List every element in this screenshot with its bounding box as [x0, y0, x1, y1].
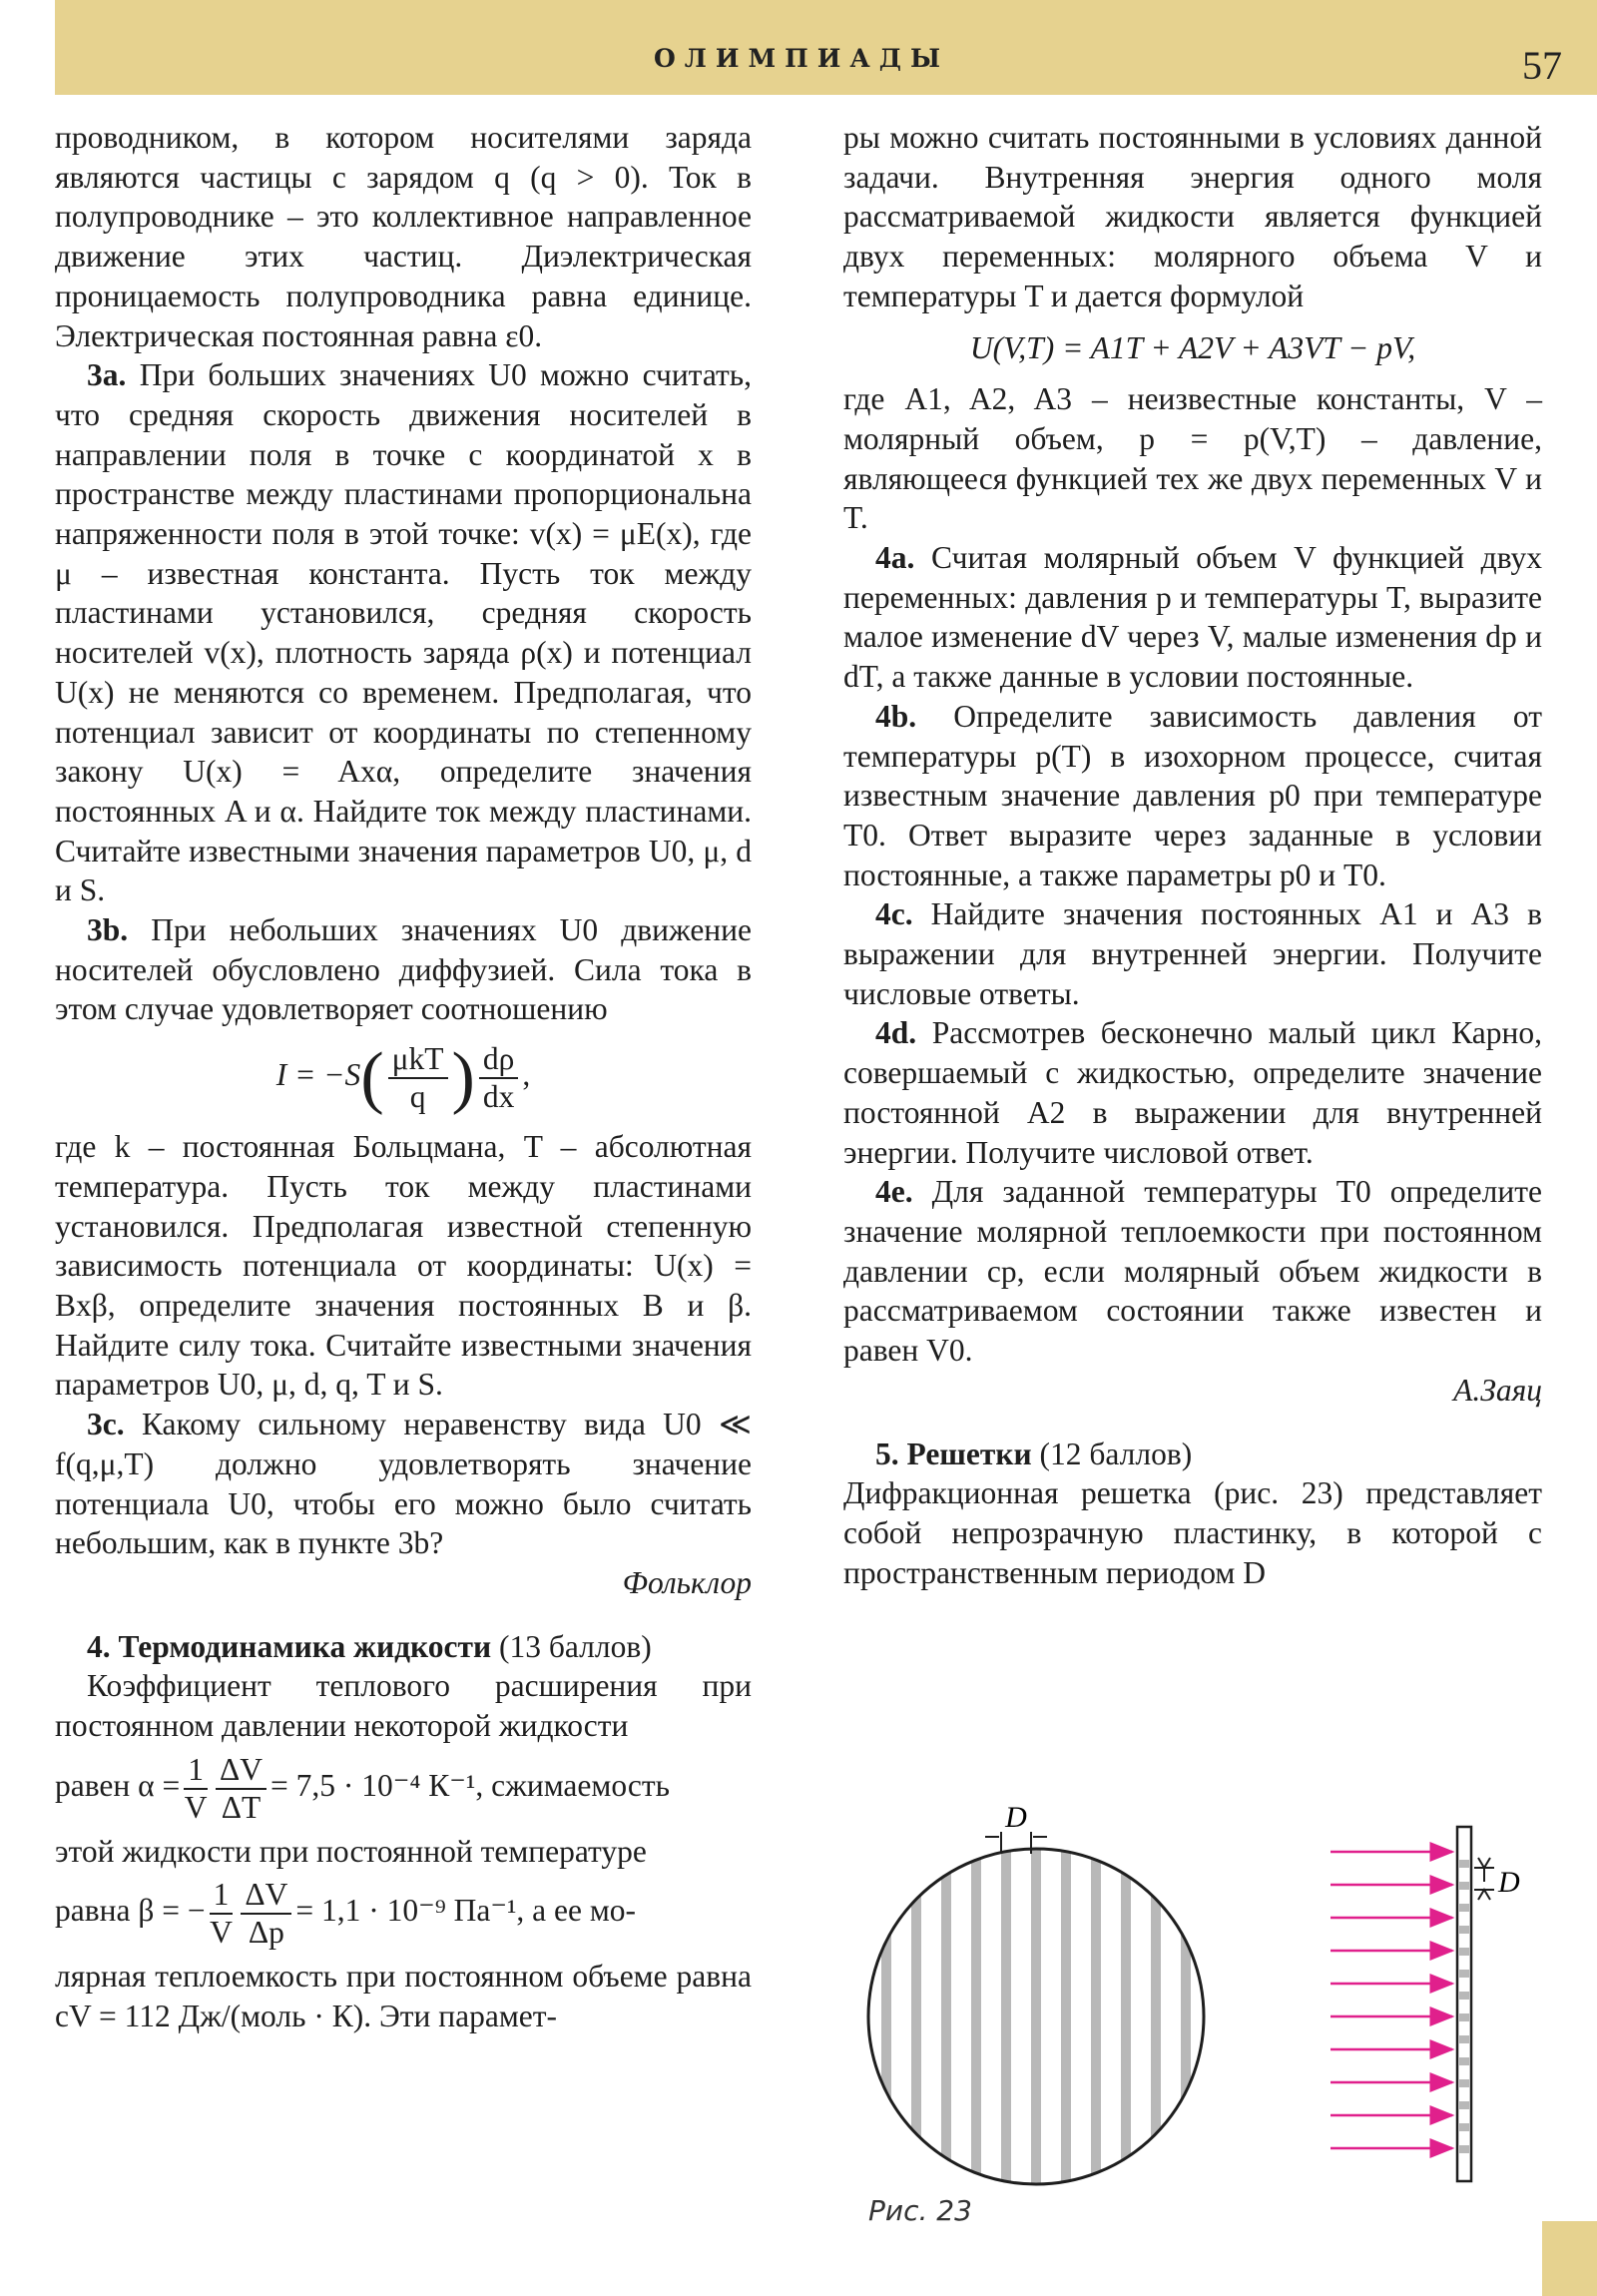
- section-title: 4. Термодинамика жидкости: [87, 1628, 492, 1664]
- fraction: [479, 1041, 518, 1115]
- section-points: (13 баллов): [499, 1628, 652, 1664]
- item-label: 3b.: [87, 912, 129, 948]
- paragraph-3a: [55, 355, 752, 910]
- item-label: 3c.: [87, 1407, 125, 1442]
- formula-suffix: = 7,5 · 10⁻⁴ К⁻¹, сжимаемость: [270, 1767, 670, 1803]
- formula-suffix: = 1,1 · 10⁻⁹ Па⁻¹, а ее мо-: [295, 1893, 637, 1929]
- period-label: D: [1005, 1801, 1027, 1834]
- paragraph-text: Какому сильному неравенству вида U0 ≪ f(q,μ,T) должно удовлетворять значение потенциала U0, чтобы его можно было считать небольшим, как в пункте 3b?: [55, 1407, 752, 1561]
- paragraph-text: При небольших значениях U0 движение носителей обусловлено диффузией. Сила тока в этом случае удовлетворяет соотношению: [55, 912, 753, 1027]
- formula-lhs: I = −S: [275, 1057, 361, 1093]
- paragraph-text: Считая молярный объем V функцией двух переменных: давления p и температуры T, выразите малое изменение dV через V, малые изменения dp и dT, а также данные в условии постоянные.: [843, 540, 1543, 695]
- paragraph-text: При больших значениях U0 можно считать, что средняя скорость движения носителей в направлении поля в точке с координатой x в пространстве между пластинами пропорциональна напряженности поля в этой точке: v(x) = μE(x), где μ – известная константа. Пусть ток между пластинами установился, средняя скорость носителей v(x), плотность заряда ρ(x) и потенциал U(x) не меняются со временем. Предполагая, что потенциал зависит от координаты по степенному закону U(x) = Axα, определите значения постоянных A и α. Найдите ток между пластинами. Считайте известными значения параметров U0, μ, d и S.: [55, 357, 753, 908]
- paragraph-text: Рассмотрев бесконечно малый цикл Карно, совершаемый с жидкостью, определите значение постоянной A2 в выражении для внутренней энергии. Получите числовой ответ.: [843, 1015, 1542, 1170]
- right-column: [843, 118, 1542, 1592]
- denominator: Δp: [248, 1915, 284, 1951]
- formula-beta: [55, 1877, 752, 1951]
- paragraph: где A1, A2, A3 – неизвестные константы, V – молярный объем, p = p(V,T) – давление, являющееся функцией тех же двух переменных V и T.: [843, 381, 1542, 536]
- formula-prefix: равна β = −: [55, 1893, 206, 1929]
- grating-figure: [853, 1792, 1572, 2211]
- section-title: 5. Решетки: [875, 1435, 1032, 1471]
- numerator: ΔV: [216, 1752, 266, 1790]
- numerator: 1: [184, 1752, 208, 1790]
- paragraph-3c: [55, 1405, 752, 1563]
- section-points: (12 баллов): [1039, 1435, 1193, 1471]
- formula-energy: U(V,T) = A1T + A2V + A3VT − pV,: [969, 329, 1416, 365]
- paragraph-text: Для заданной температуры T0 определите значение молярной теплоемкости при постоянном давлении cp, если молярный объем жидкости в рассматриваемом состоянии также известен и равен V0.: [843, 1174, 1542, 1369]
- paragraph: этой жидкости при постоянной температуре: [55, 1833, 647, 1869]
- paragraph-4b: [843, 697, 1542, 895]
- fraction: [216, 1752, 266, 1826]
- paragraph-4a: [843, 538, 1542, 697]
- author-signature: Фольклор: [622, 1564, 752, 1600]
- formula-current: I = −S( $\frac{\text{μkT}}{q}$ ) $\frac{d\rho}{dx}$ ,: [275, 1039, 531, 1117]
- period-label-side: D: [1498, 1866, 1520, 1899]
- paragraph-3b: [55, 910, 752, 1029]
- item-label: 3a.: [87, 357, 127, 393]
- section-heading-5: [843, 1435, 1542, 1474]
- denominator: q: [409, 1079, 426, 1115]
- denominator: dx: [482, 1079, 515, 1115]
- denominator: V: [210, 1915, 233, 1951]
- paragraph-text: Найдите значения постоянных A1 и A3 в выражении для внутренней энергии. Получите числовые ответы.: [843, 896, 1542, 1011]
- denominator: ΔT: [221, 1789, 262, 1825]
- fraction: [388, 1041, 448, 1115]
- grating-side-view: [1457, 1827, 1520, 2181]
- left-column: [55, 118, 752, 2036]
- formula-tail: ,: [522, 1057, 531, 1093]
- figure-caption: Рис. 23: [868, 2194, 972, 2227]
- period-marker-top: [985, 1801, 1047, 1854]
- paragraph-text: Определите зависимость давления от температуры p(T) в изохорном процессе, считая известным значение давления p0 при температуре T0. Ответ выразите через заданные в условии постоянные, а также параметры p0 и T0.: [843, 698, 1542, 892]
- item-label: 4b.: [875, 698, 917, 734]
- fraction: [210, 1877, 234, 1951]
- paragraph: где k – постоянная Больцмана, T – абсолютная температура. Пусть ток между пластинами установился. Предполагая известной степенную зависимость потенциала от координаты: U(x) = Bxβ, определите значения постоянных B и β. Найдите силу тока. Считайте известными значения параметров U0, μ, d, q, T и S.: [55, 1129, 752, 1403]
- numerator: 1: [210, 1877, 234, 1915]
- numerator: μkT: [388, 1041, 448, 1079]
- item-label: 4e.: [875, 1174, 913, 1210]
- paragraph: Коэффициент теплового расширения при постоянном давлении некоторой жидкости: [55, 1668, 752, 1744]
- formula-alpha: [55, 1752, 752, 1826]
- corner-tab: [1542, 2221, 1597, 2296]
- paragraph: лярная теплоемкость при постоянном объеме равна cV = 112 Дж/(моль · К). Эти парамет-: [55, 1959, 752, 2034]
- formula-prefix: равен α =: [55, 1767, 181, 1803]
- fraction: [241, 1877, 291, 1951]
- incident-rays: [1331, 1852, 1452, 2148]
- numerator: ΔV: [241, 1877, 291, 1915]
- author-signature: А.Заяц: [1453, 1372, 1542, 1408]
- numerator: dρ: [479, 1041, 518, 1079]
- page-header: [55, 0, 1597, 95]
- denominator: V: [184, 1789, 208, 1825]
- item-label: 4a.: [875, 540, 915, 576]
- paragraph-4e: [843, 1172, 1542, 1371]
- paragraph-4d: [843, 1013, 1542, 1172]
- section-heading-4: [55, 1627, 752, 1667]
- fraction: [184, 1752, 208, 1826]
- item-label: 4c.: [875, 896, 913, 932]
- paragraph: ры можно считать постоянными в условиях данной задачи. Внутренняя энергия одного моля рассматриваемой жидкости является функцией двух переменных: молярного объема V и температуры T и дается формулой: [843, 120, 1542, 313]
- item-label: 4d.: [875, 1015, 917, 1051]
- page-number: 57: [1522, 43, 1562, 88]
- paragraph: Дифракционная решетка (рис. 23) представляет собой непрозрачную пластинку, в которой с пространственным периодом D: [843, 1475, 1542, 1590]
- paragraph-4c: [843, 894, 1542, 1013]
- section-title: ОЛИМПИАДЫ: [654, 44, 950, 73]
- paragraph: проводником, в котором носителями заряда являются частицы с зарядом q (q > 0). Ток в полупроводнике – это коллективное направленное движение этих частиц. Диэлектрическая проницаемость полупроводника равна единице. Электрическая постоянная равна ε0.: [55, 120, 752, 353]
